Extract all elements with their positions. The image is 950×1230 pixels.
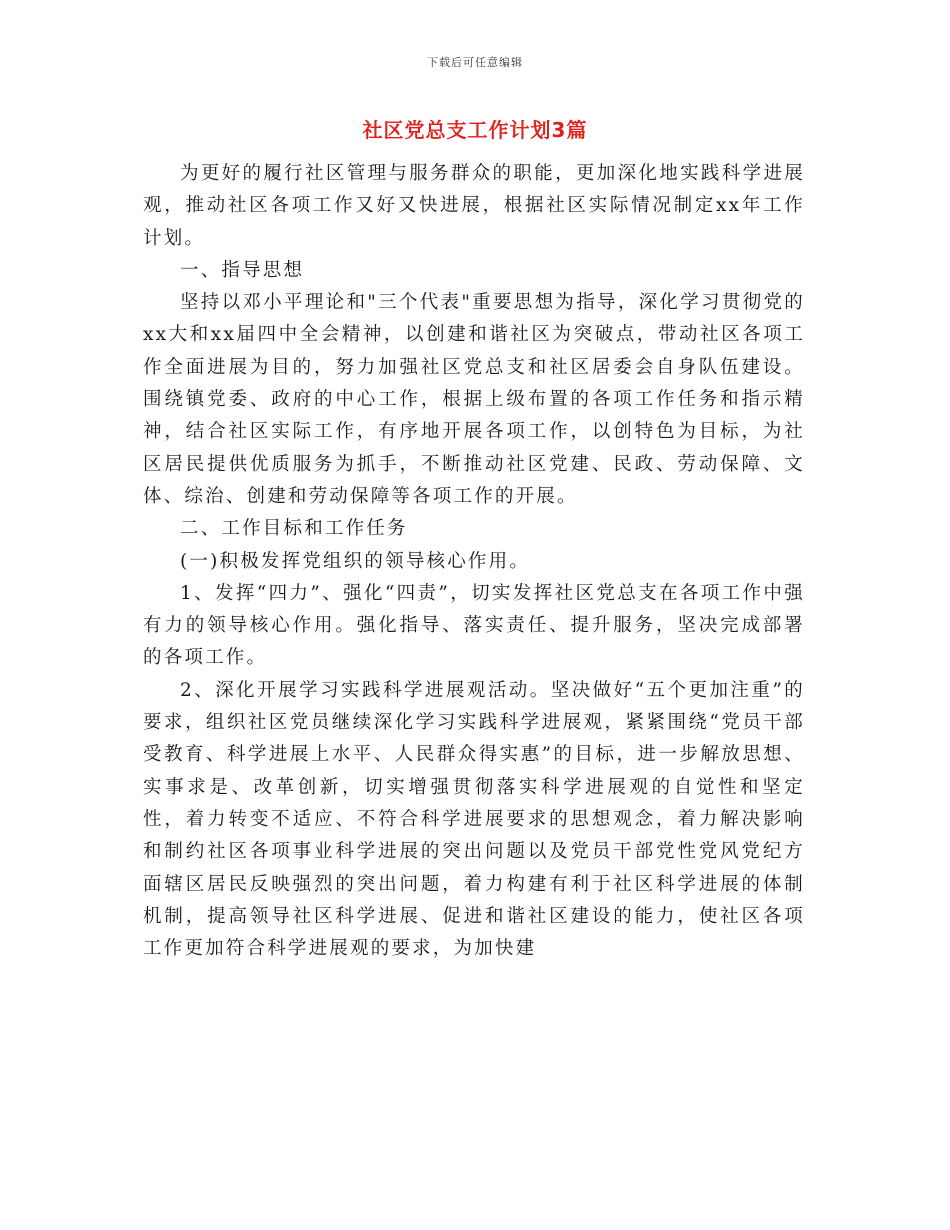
- header-note: 下载后可任意编辑: [427, 56, 523, 69]
- section-heading-guiding-ideology: 一、指导思想: [180, 259, 305, 281]
- item-2-paragraph: 2、深化开展学习实践科学进展观活动。坚决做好“五个更加注重”的要求，组织社区党员继续深化学习实践科学进展观，紧紧围绕“党员干部受教育、科学进展上水平、人民群众得实惠”的目标，进一步解放思想、实事求是、改革创新，切实增强贯彻落实科学进展观的自觉性和坚定性，着力转变不适应、不符合科学进展要求的思想观念，着力解决影响和制约社区各项事业科学进展的突出问题以及党员干部党性党风党纪方面辖区居民反映强烈的突出问题，着力构建有利于社区科学进展的体制机制，提高领导社区科学进展、促进和谐社区建设的能力，使社区各项工作更加符合科学进展观的要求，为加快建: [143, 679, 805, 960]
- item-1-paragraph: 1、发挥“四力”、强化“四责”，切实发挥社区党总支在各项工作中强有力的领导核心作用。强化指导、落实责任、提升服务，坚决完成部署的各项工作。: [143, 582, 805, 669]
- section-heading-goals-tasks: 二、工作目标和工作任务: [180, 518, 408, 540]
- intro-paragraph: 为更好的履行社区管理与服务群众的职能，更加深化地实践科学进展观，推动社区各项工作又好又快进展，根据社区实际情况制定xx年工作计划。: [143, 163, 805, 249]
- document-body: [143, 158, 805, 965]
- guiding-ideology-paragraph: 坚持以邓小平理论和"三个代表"重要思想为指导，深化学习贯彻党的xx大和xx届四中全会精神，以创建和谐社区为突破点，带动社区各项工作全面进展为目的，努力加强社区党总支和社区居委会自身队伍建设。围绕镇党委、政府的中心工作，根据上级布置的各项工作任务和指示精神，结合社区实际工作，有序地开展各项工作，以创特色为目标，为社区居民提供优质服务为抓手，不断推动社区党建、民政、劳动保障、文体、综治、创建和劳动保障等各项工作的开展。: [143, 292, 805, 507]
- document-title: 社区党总支工作计划3篇: [362, 118, 588, 142]
- subsection-heading-party-leadership: (一)积极发挥党组织的领导核心作用。: [180, 550, 531, 572]
